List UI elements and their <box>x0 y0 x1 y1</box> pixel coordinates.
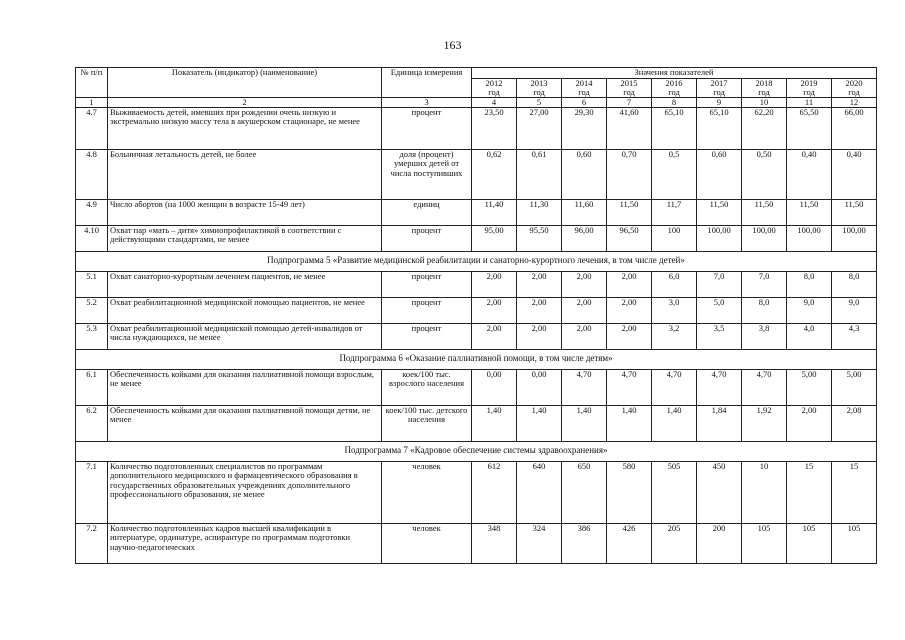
value-cell: 8,0 <box>742 297 787 323</box>
indicator-name: Охват пар «мать – дитя» химиопрофилактикой в соответствии с действующими стандартами, не менее <box>108 225 382 251</box>
unit-of-measure: процент <box>382 297 472 323</box>
value-cell: 100,00 <box>697 225 742 251</box>
value-cell: 100,00 <box>742 225 787 251</box>
unit-of-measure: процент <box>382 323 472 349</box>
unit-of-measure: человек <box>382 461 472 523</box>
value-cell: 450 <box>697 461 742 523</box>
indicator-name: Охват реабилитационной медицинской помощью детей-инвалидов от числа нуждающихся, не менее <box>108 323 382 349</box>
value-cell: 96,00 <box>562 225 607 251</box>
value-cell: 65,10 <box>697 107 742 149</box>
column-index-cell: 9 <box>697 97 742 107</box>
year-suffix: год <box>623 86 635 97</box>
row-number: 5.3 <box>76 323 108 349</box>
value-cell: 41,60 <box>607 107 652 149</box>
value-cell: 0,00 <box>472 369 517 405</box>
value-cell: 11,30 <box>517 199 562 225</box>
value-cell: 15 <box>832 461 877 523</box>
value-cell: 10 <box>742 461 787 523</box>
value-cell: 105 <box>742 523 787 563</box>
value-cell: 0,60 <box>697 149 742 199</box>
value-cell: 1,40 <box>472 405 517 441</box>
header-values: Значения показателей <box>472 68 877 79</box>
subprogram-title: Подпрограмма 6 «Оказание паллиативной помощи, в том числе детям» <box>76 349 877 369</box>
value-cell: 4,70 <box>697 369 742 405</box>
unit-of-measure: коек/100 тыс. взрослого населения <box>382 369 472 405</box>
table-row <box>76 405 877 441</box>
value-cell: 2,00 <box>517 271 562 297</box>
column-index-cell: 4 <box>472 97 517 107</box>
subprogram-row <box>76 441 877 461</box>
column-index-cell: 5 <box>517 97 562 107</box>
value-cell: 5,0 <box>697 297 742 323</box>
row-number: 6.2 <box>76 405 108 441</box>
header-year-8 <box>832 78 877 97</box>
value-cell: 9,0 <box>832 297 877 323</box>
value-cell: 100,00 <box>787 225 832 251</box>
value-cell: 4,70 <box>742 369 787 405</box>
value-cell: 324 <box>517 523 562 563</box>
value-cell: 205 <box>652 523 697 563</box>
value-cell: 0,60 <box>562 149 607 199</box>
header-indicator: Показатель (индикатор) (наименование) <box>108 68 382 98</box>
subprogram-title: Подпрограмма 5 «Развитие медицинской реабилитации и санаторно-курортного лечения, в том числе детей» <box>76 251 877 271</box>
column-index-cell: 2 <box>108 97 382 107</box>
value-cell: 11,50 <box>832 199 877 225</box>
value-cell: 11,40 <box>472 199 517 225</box>
table-row <box>76 523 877 563</box>
value-cell: 1,92 <box>742 405 787 441</box>
column-index-row <box>76 97 877 107</box>
column-index-cell: 8 <box>652 97 697 107</box>
value-cell: 11,60 <box>562 199 607 225</box>
column-index-cell: 10 <box>742 97 787 107</box>
value-cell: 11,7 <box>652 199 697 225</box>
value-cell: 2,00 <box>607 297 652 323</box>
value-cell: 2,00 <box>472 297 517 323</box>
year-suffix: год <box>713 86 725 97</box>
value-cell: 2,00 <box>472 323 517 349</box>
year-suffix: год <box>803 86 815 97</box>
indicators-table <box>75 67 877 564</box>
column-index-cell: 6 <box>562 97 607 107</box>
header-year-2 <box>562 78 607 97</box>
value-cell: 348 <box>472 523 517 563</box>
indicator-name: Охват реабилитационной медицинской помощью пациентов, не менее <box>108 297 382 323</box>
value-cell: 27,00 <box>517 107 562 149</box>
value-cell: 1,40 <box>607 405 652 441</box>
row-number: 5.2 <box>76 297 108 323</box>
subprogram-title: Подпрограмма 7 «Кадровое обеспечение системы здравоохранения» <box>76 441 877 461</box>
value-cell: 0,40 <box>832 149 877 199</box>
header-year-3 <box>607 78 652 97</box>
value-cell: 29,30 <box>562 107 607 149</box>
indicator-name: Больничная летальность детей, не более <box>108 149 382 199</box>
value-cell: 105 <box>832 523 877 563</box>
year-value: 2020 <box>845 78 863 88</box>
value-cell: 62,20 <box>742 107 787 149</box>
subprogram-row <box>76 349 877 369</box>
value-cell: 2,00 <box>607 323 652 349</box>
row-number: 4.8 <box>76 149 108 199</box>
unit-of-measure: человек <box>382 523 472 563</box>
indicator-name: Обеспеченность койками для оказания паллиативной помощи детям, не менее <box>108 405 382 441</box>
value-cell: 4,3 <box>832 323 877 349</box>
indicator-name: Охват санаторно-курортным лечением пациентов, не менее <box>108 271 382 297</box>
table-row <box>76 297 877 323</box>
value-cell: 4,70 <box>607 369 652 405</box>
value-cell: 2,08 <box>832 405 877 441</box>
indicator-name: Выживаемость детей, имевших при рождении очень низкую и экстремально низкую массу тела в акушерском стационаре, не менее <box>108 107 382 149</box>
indicator-name: Число абортов (на 1000 женщин в возрасте 15-49 лет) <box>108 199 382 225</box>
value-cell: 15 <box>787 461 832 523</box>
value-cell: 0,70 <box>607 149 652 199</box>
indicator-name: Количество подготовленных кадров высшей квалификации в интернатуре, ординатуре, аспирантуре по программам подготовки научно-педагогических <box>108 523 382 563</box>
value-cell: 580 <box>607 461 652 523</box>
value-cell: 95,00 <box>472 225 517 251</box>
value-cell: 2,00 <box>472 271 517 297</box>
table-row <box>76 323 877 349</box>
value-cell: 2,00 <box>562 323 607 349</box>
header-year-0 <box>472 78 517 97</box>
column-index-cell: 12 <box>832 97 877 107</box>
unit-of-measure: коек/100 тыс. детского населения <box>382 405 472 441</box>
value-cell: 1,84 <box>697 405 742 441</box>
value-cell: 0,61 <box>517 149 562 199</box>
subprogram-row <box>76 251 877 271</box>
value-cell: 612 <box>472 461 517 523</box>
unit-of-measure: единиц <box>382 199 472 225</box>
year-value: 2013 <box>530 78 548 88</box>
year-suffix: год <box>848 86 860 97</box>
value-cell: 105 <box>787 523 832 563</box>
year-suffix: год <box>758 86 770 97</box>
value-cell: 505 <box>652 461 697 523</box>
value-cell: 6,0 <box>652 271 697 297</box>
year-value: 2016 <box>665 78 683 88</box>
value-cell: 2,00 <box>517 297 562 323</box>
year-suffix: год <box>488 86 500 97</box>
unit-of-measure: процент <box>382 107 472 149</box>
year-suffix: год <box>533 86 545 97</box>
table-row <box>76 461 877 523</box>
value-cell: 66,00 <box>832 107 877 149</box>
table-row <box>76 199 877 225</box>
row-number: 7.1 <box>76 461 108 523</box>
row-number: 4.7 <box>76 107 108 149</box>
value-cell: 640 <box>517 461 562 523</box>
value-cell: 4,70 <box>562 369 607 405</box>
value-cell: 95,50 <box>517 225 562 251</box>
value-cell: 3,8 <box>742 323 787 349</box>
value-cell: 23,50 <box>472 107 517 149</box>
value-cell: 0,62 <box>472 149 517 199</box>
header-year-4 <box>652 78 697 97</box>
value-cell: 5,00 <box>787 369 832 405</box>
value-cell: 3,0 <box>652 297 697 323</box>
indicator-name: Количество подготовленных специалистов по программам дополнительного медицинского и фармацевтического образования в государственных образовательных учреждениях дополнительного профессионального образования, не менее <box>108 461 382 523</box>
unit-of-measure: доля (процент) умерших детей от числа поступивших <box>382 149 472 199</box>
page-number: 163 <box>443 38 462 52</box>
value-cell: 426 <box>607 523 652 563</box>
unit-of-measure: процент <box>382 225 472 251</box>
value-cell: 8,0 <box>787 271 832 297</box>
column-index-cell: 7 <box>607 97 652 107</box>
row-number: 4.10 <box>76 225 108 251</box>
value-cell: 65,10 <box>652 107 697 149</box>
table-row <box>76 149 877 199</box>
value-cell: 0,40 <box>787 149 832 199</box>
year-value: 2018 <box>755 78 773 88</box>
header-no: № п/п <box>76 68 108 98</box>
year-value: 2017 <box>710 78 728 88</box>
value-cell: 11,50 <box>742 199 787 225</box>
year-value: 2012 <box>485 78 503 88</box>
value-cell: 11,50 <box>607 199 652 225</box>
value-cell: 2,00 <box>562 297 607 323</box>
value-cell: 3,2 <box>652 323 697 349</box>
value-cell: 100 <box>652 225 697 251</box>
value-cell: 1,40 <box>652 405 697 441</box>
value-cell: 2,00 <box>787 405 832 441</box>
value-cell: 3,5 <box>697 323 742 349</box>
year-value: 2014 <box>575 78 593 88</box>
year-value: 2015 <box>620 78 638 88</box>
value-cell: 386 <box>562 523 607 563</box>
value-cell: 96,50 <box>607 225 652 251</box>
year-suffix: год <box>578 86 590 97</box>
value-cell: 2,00 <box>562 271 607 297</box>
table-row <box>76 271 877 297</box>
value-cell: 65,50 <box>787 107 832 149</box>
column-index-cell: 11 <box>787 97 832 107</box>
value-cell: 4,70 <box>652 369 697 405</box>
year-suffix: год <box>668 86 680 97</box>
value-cell: 650 <box>562 461 607 523</box>
header-year-7 <box>787 78 832 97</box>
value-cell: 1,40 <box>562 405 607 441</box>
table-row <box>76 225 877 251</box>
table-row <box>76 107 877 149</box>
row-number: 7.2 <box>76 523 108 563</box>
column-index-cell: 1 <box>76 97 108 107</box>
value-cell: 11,50 <box>697 199 742 225</box>
header-year-1 <box>517 78 562 97</box>
value-cell: 2,00 <box>517 323 562 349</box>
table-row <box>76 369 877 405</box>
header-year-6 <box>742 78 787 97</box>
value-cell: 7,0 <box>697 271 742 297</box>
value-cell: 9,0 <box>787 297 832 323</box>
header-unit: Единица измерения <box>382 68 472 98</box>
row-number: 6.1 <box>76 369 108 405</box>
row-number: 5.1 <box>76 271 108 297</box>
indicator-name: Обеспеченность койками для оказания паллиативной помощи взрослым, не менее <box>108 369 382 405</box>
unit-of-measure: процент <box>382 271 472 297</box>
value-cell: 8,0 <box>832 271 877 297</box>
table-body <box>76 107 877 563</box>
value-cell: 0,00 <box>517 369 562 405</box>
row-number: 4.9 <box>76 199 108 225</box>
column-index-cell: 3 <box>382 97 472 107</box>
value-cell: 4,0 <box>787 323 832 349</box>
value-cell: 5,00 <box>832 369 877 405</box>
value-cell: 7,0 <box>742 271 787 297</box>
header-row <box>76 68 877 79</box>
value-cell: 0,5 <box>652 149 697 199</box>
header-year-5 <box>697 78 742 97</box>
year-value: 2019 <box>800 78 818 88</box>
value-cell: 11,50 <box>787 199 832 225</box>
value-cell: 1,40 <box>517 405 562 441</box>
value-cell: 100,00 <box>832 225 877 251</box>
value-cell: 0,50 <box>742 149 787 199</box>
value-cell: 2,00 <box>607 271 652 297</box>
value-cell: 200 <box>697 523 742 563</box>
